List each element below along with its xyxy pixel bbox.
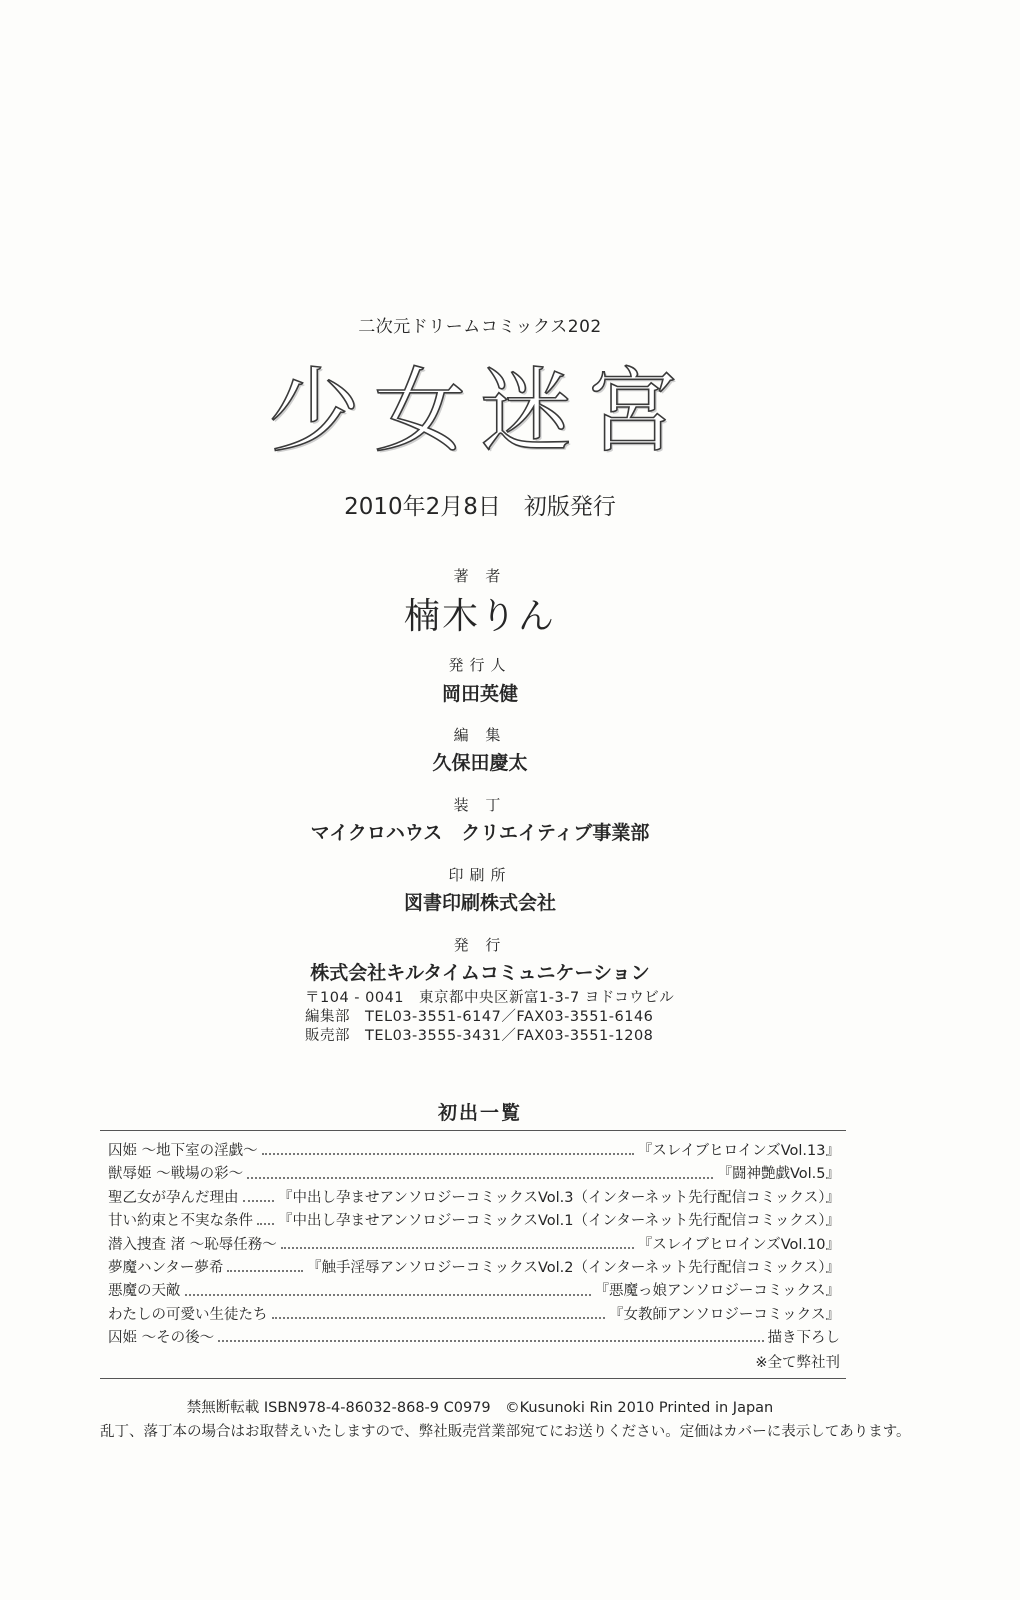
credit-name-publisher: 株式会社キルタイムコミュニケーション <box>310 962 650 984</box>
work-title: 囚姫 ～その後～ <box>108 1330 215 1347</box>
leader-dots <box>272 1316 606 1319</box>
address-editorial: 編集部 TEL03-3551-6147／FAX03-3551-6146 <box>305 1009 654 1025</box>
book-title: 少女迷宮 <box>267 358 692 465</box>
divider-top <box>100 1130 846 1131</box>
work-title: わたしの可愛い生徒たち <box>108 1306 268 1323</box>
leader-dots <box>218 1339 763 1342</box>
work-source: 『女教師アンソロジーコミックス』 <box>609 1306 840 1323</box>
credit-name-author: 楠木りん <box>403 596 556 637</box>
list-item <box>108 1257 840 1280</box>
publication-date: 2010年2月8日 初版発行 <box>344 494 616 520</box>
list-item <box>108 1210 840 1233</box>
credit-name-editor: 久保田慶太 <box>432 752 528 774</box>
credit-role-printer: 印刷所 <box>448 866 512 884</box>
list-item <box>108 1327 840 1350</box>
address-postal: 〒104 - 0041 東京都中央区新富1-3-7 ヨドコウビル <box>305 990 675 1006</box>
credit-role-publisher: 発 行 <box>453 936 507 954</box>
work-title: 甘い約束と不実な条件 <box>108 1213 253 1230</box>
list-item <box>108 1280 840 1303</box>
work-title: 囚姫 ～地下室の淫戯～ <box>108 1143 258 1159</box>
address-sales: 販売部 TEL03-3555-3431／FAX03-3551-1208 <box>305 1028 654 1044</box>
leader-dots <box>227 1269 303 1272</box>
work-title: 夢魔ハンター夢希 <box>108 1259 224 1276</box>
work-source: 『闘神艶戯Vol.5』 <box>717 1166 840 1183</box>
first-publication-heading: 初出一覧 <box>437 1102 522 1124</box>
list-item <box>108 1187 840 1210</box>
work-title: 潜入捜査 渚 ～恥辱任務～ <box>108 1236 277 1253</box>
leader-dots <box>281 1246 634 1249</box>
credit-name-printer: 図書印刷株式会社 <box>403 892 556 914</box>
credit-role-author: 著 者 <box>453 567 507 585</box>
leader-dots <box>262 1152 634 1155</box>
work-title: 悪魔の天敵 <box>108 1283 181 1300</box>
work-source: 描き下ろし <box>767 1330 840 1347</box>
work-source: 『悪魔っ娘アンソロジーコミックス』 <box>594 1283 840 1300</box>
work-source: 『スレイブヒロインズVol.10』 <box>637 1236 840 1253</box>
work-source: 『中出し孕ませアンソロジーコミックスVol.1（インターネット先行配信コミックス）』 <box>277 1213 840 1230</box>
list-item <box>108 1304 840 1327</box>
divider-bottom <box>100 1378 846 1379</box>
work-title: 獣辱姫 ～戦場の彩～ <box>108 1166 244 1183</box>
credit-role-design: 装 丁 <box>453 796 507 814</box>
leader-dots <box>243 1199 274 1202</box>
credit-name-design: マイクロハウス クリエイティブ事業部 <box>310 822 650 844</box>
replacement-notice: 乱丁、落丁本の場合はお取替えいたしますので、弊社販売営業部宛てにお送りください。定価はカバーに表示してあります。 <box>100 1424 911 1440</box>
leader-dots <box>257 1222 274 1225</box>
credit-role-publisher-person: 発行人 <box>448 656 512 674</box>
publisher-note: ※全て弊社刊 <box>755 1355 840 1371</box>
list-item <box>108 1140 840 1163</box>
work-source: 『スレイブヒロインズVol.13』 <box>637 1143 840 1159</box>
isbn-line: 禁無断転載 ISBN978-4-86032-868-9 C0979 ©Kusunoki Rin 2010 Printed in Japan <box>186 1400 774 1416</box>
list-item <box>108 1234 840 1257</box>
leader-dots <box>247 1176 713 1179</box>
work-source: 『触手淫辱アンソロジーコミックスVol.2（インターネット先行配信コミックス）』 <box>306 1259 840 1276</box>
first-publication-list <box>108 1140 840 1351</box>
list-item <box>108 1163 840 1186</box>
credit-role-editor: 編 集 <box>453 726 507 744</box>
work-source: 『中出し孕ませアンソロジーコミックスVol.3（インターネット先行配信コミックス）』 <box>277 1189 840 1206</box>
work-title: 聖乙女が孕んだ理由 <box>108 1189 239 1206</box>
series-name: 二次元ドリームコミックス202 <box>358 317 602 337</box>
credit-name-publisher-person: 岡田英健 <box>441 683 518 705</box>
leader-dots <box>185 1293 591 1296</box>
